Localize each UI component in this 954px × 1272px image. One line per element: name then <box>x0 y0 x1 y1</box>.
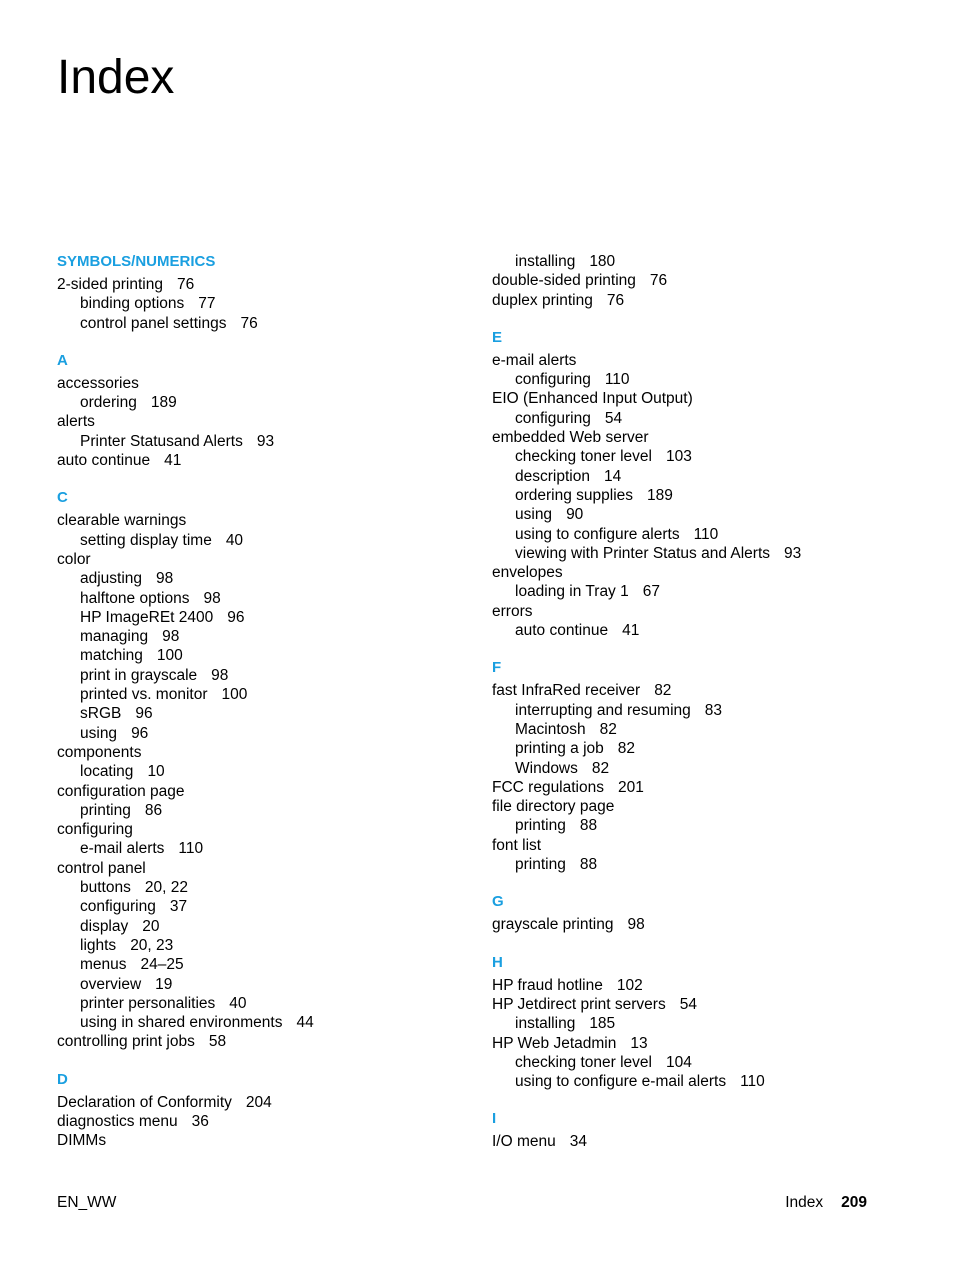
index-subentry <box>57 1013 477 1032</box>
footer-edition: EN_WW <box>57 1194 117 1211</box>
entry-page-ref: 76 <box>176 276 195 293</box>
entry-term: managing <box>80 628 149 646</box>
entry-page-ref: 98 <box>156 570 174 588</box>
index-subentry <box>57 294 477 313</box>
entry-term: printer personalities <box>80 994 216 1012</box>
index-section <box>492 328 912 640</box>
index-subentry <box>57 666 477 685</box>
entry-term: locating <box>80 763 134 781</box>
index-subentry <box>57 569 477 588</box>
entry-term: diagnostics menu <box>57 1112 178 1130</box>
entry-page-ref: 189 <box>150 394 177 412</box>
entry-term: setting display time <box>80 531 212 549</box>
index-subentry <box>492 582 912 601</box>
entry-term: halftone options <box>80 589 190 607</box>
entry-term: duplex printing <box>492 291 593 309</box>
index-entry <box>492 389 912 408</box>
index-entry <box>57 550 477 569</box>
entry-term: errors <box>492 602 533 620</box>
entry-term: ordering supplies <box>515 486 634 504</box>
index-column-left <box>57 252 477 1169</box>
index-subentry <box>492 409 912 428</box>
index-section <box>57 488 477 1051</box>
section-heading: SYMBOLS/NUMERICS <box>57 253 216 270</box>
index-subentry <box>57 897 477 916</box>
index-subentry <box>57 704 477 723</box>
entry-page-ref: 14 <box>603 467 622 485</box>
entry-page-ref: 185 <box>589 1015 616 1033</box>
index-entry <box>492 797 912 816</box>
entry-term: installing <box>515 253 576 270</box>
entry-term: using to configure alerts <box>515 525 680 543</box>
index-subentry <box>57 975 477 994</box>
footer-section: Index <box>785 1194 824 1211</box>
entry-page-ref: 86 <box>144 801 163 819</box>
entry-page-ref: 58 <box>208 1033 227 1051</box>
footer-page-number: 209 <box>841 1194 867 1211</box>
entry-page-ref: 110 <box>740 1073 765 1091</box>
entry-page-ref: 54 <box>679 995 697 1013</box>
entry-page-ref: 10 <box>147 763 165 781</box>
index-entry <box>492 271 912 290</box>
entry-term: lights <box>80 936 117 954</box>
index-entry <box>57 820 477 839</box>
entry-term: checking toner level <box>515 1053 652 1071</box>
entry-page-ref: 82 <box>591 759 610 777</box>
index-entry <box>57 451 477 470</box>
entry-term: fast InfraRed receiver <box>492 682 641 700</box>
entry-term: 2-sided printing <box>57 276 163 293</box>
entry-page-ref: 82 <box>599 720 617 738</box>
index-entry <box>492 291 912 310</box>
entry-term: binding options <box>80 295 185 313</box>
index-section <box>492 892 912 934</box>
index-section <box>57 252 477 333</box>
section-heading: F <box>492 659 502 677</box>
entry-page-ref: 82 <box>654 682 672 700</box>
entry-page-ref: 201 <box>618 778 644 796</box>
entry-term: components <box>57 743 142 761</box>
entry-page-ref: 98 <box>627 916 645 934</box>
index-subentry <box>492 505 912 524</box>
entry-page-ref: 77 <box>198 295 216 313</box>
entry-term: control panel <box>57 859 146 877</box>
entry-term: HP ImageREt 2400 <box>80 608 214 626</box>
index-subentry <box>492 739 912 758</box>
section-heading: H <box>492 953 503 971</box>
entry-page-ref: 110 <box>178 840 204 858</box>
index-subentry <box>57 646 477 665</box>
index-entry <box>492 351 912 370</box>
entry-page-ref: 96 <box>227 608 245 626</box>
index-subentry <box>492 1072 912 1091</box>
entry-page-ref: 76 <box>649 272 668 290</box>
entry-page-ref: 189 <box>647 486 673 504</box>
entry-page-ref: 110 <box>693 525 719 543</box>
entry-term: configuration page <box>57 782 185 800</box>
entry-term: HP fraud hotline <box>492 976 603 994</box>
entry-page-ref: 93 <box>784 544 802 562</box>
entry-term: print in grayscale <box>80 666 198 684</box>
section-heading: E <box>492 328 503 346</box>
section-heading: A <box>57 351 68 369</box>
index-subentry <box>492 525 912 544</box>
entry-term: font list <box>492 836 542 854</box>
entry-term: grayscale printing <box>492 916 614 934</box>
index-entry <box>492 995 912 1014</box>
entry-page-ref: 93 <box>256 432 275 450</box>
index-entry <box>57 743 477 762</box>
entry-term: configuring <box>57 821 133 839</box>
entry-term: checking toner level <box>515 448 652 466</box>
index-section <box>57 351 477 470</box>
entry-term: accessories <box>57 374 139 392</box>
entry-term: buttons <box>80 879 131 897</box>
entry-term: configuring <box>515 409 591 427</box>
entry-page-ref: 41 <box>164 452 182 470</box>
entry-page-ref: 13 <box>630 1034 648 1052</box>
entry-term: HP Jetdirect print servers <box>492 995 666 1013</box>
entry-term: Declaration of Conformity <box>57 1093 232 1111</box>
entry-term: auto continue <box>515 622 609 640</box>
section-heading: G <box>492 893 504 911</box>
index-entry <box>492 563 912 582</box>
entry-term: I/O menu <box>492 1133 556 1151</box>
index-subentry <box>57 627 477 646</box>
entry-term: clearable warnings <box>57 512 187 530</box>
index-entry <box>57 275 477 294</box>
entry-page-ref: 204 <box>245 1093 272 1111</box>
index-subentry <box>57 393 477 412</box>
index-section <box>492 252 912 310</box>
entry-term: envelopes <box>492 564 563 582</box>
page-title: Index <box>57 51 175 104</box>
entry-term: matching <box>80 647 143 665</box>
entry-page-ref: 96 <box>131 724 149 742</box>
index-subentry <box>57 432 477 451</box>
entry-term: controlling print jobs <box>57 1033 195 1051</box>
index-subentry <box>492 816 912 835</box>
entry-page-ref: 20 <box>142 917 160 935</box>
section-heading: I <box>492 1110 497 1128</box>
section-heading: D <box>57 1070 68 1088</box>
entry-term: embedded Web server <box>492 429 649 447</box>
index-entry <box>57 1093 477 1112</box>
entry-term: display <box>80 917 129 935</box>
index-subentry <box>492 544 912 563</box>
entry-term: Macintosh <box>515 720 586 738</box>
entry-term: printing <box>80 801 131 819</box>
entry-page-ref: 98 <box>211 666 229 684</box>
index-subentry <box>57 801 477 820</box>
entry-term: overview <box>80 975 142 993</box>
index-subentry <box>57 608 477 627</box>
entry-page-ref: 88 <box>579 817 598 835</box>
entry-term: ordering <box>80 394 137 412</box>
index-subentry <box>57 531 477 550</box>
index-entry <box>57 374 477 393</box>
entry-page-ref: 19 <box>155 975 173 993</box>
entry-page-ref: 102 <box>616 976 643 994</box>
index-entry <box>57 859 477 878</box>
entry-page-ref: 44 <box>296 1014 314 1032</box>
index-subentry <box>57 724 477 743</box>
entry-term: auto continue <box>57 452 151 470</box>
entry-term: installing <box>515 1015 576 1033</box>
entry-term: adjusting <box>80 570 143 588</box>
entry-term: configuring <box>80 898 156 916</box>
index-subentry <box>492 467 912 486</box>
entry-page-ref: 82 <box>617 740 636 758</box>
entry-page-ref: 20, 23 <box>130 936 174 954</box>
entry-term: FCC regulations <box>492 778 604 796</box>
entry-page-ref: 37 <box>169 898 188 916</box>
entry-term: double-sided printing <box>492 272 636 290</box>
index-entry <box>492 1034 912 1053</box>
entry-term: Printer Statusand Alerts <box>80 432 243 450</box>
index-entry <box>492 1132 912 1151</box>
index-entry <box>492 681 912 700</box>
index-subentry <box>492 486 912 505</box>
index-subentry <box>57 878 477 897</box>
section-heading: C <box>57 489 68 507</box>
entry-term: HP Web Jetadmin <box>492 1034 617 1052</box>
entry-term: printing <box>515 817 566 835</box>
index-subentry <box>492 701 912 720</box>
index-subentry <box>57 917 477 936</box>
index-entry <box>57 1131 477 1150</box>
entry-page-ref: 40 <box>225 531 244 549</box>
entry-term: alerts <box>57 413 95 431</box>
index-entry <box>492 915 912 934</box>
entry-page-ref: 180 <box>589 253 616 270</box>
entry-page-ref: 40 <box>229 994 247 1012</box>
index-subentry <box>492 1014 912 1033</box>
index-section <box>492 953 912 1092</box>
entry-page-ref: 90 <box>566 506 584 524</box>
entry-page-ref: 41 <box>622 622 640 640</box>
index-subentry <box>57 314 477 333</box>
entry-page-ref: 67 <box>642 583 660 601</box>
entry-term: menus <box>80 956 127 974</box>
entry-page-ref: 100 <box>156 647 183 665</box>
index-entry <box>492 976 912 995</box>
entry-page-ref: 54 <box>604 409 623 427</box>
index-subentry <box>57 685 477 704</box>
entry-page-ref: 100 <box>221 686 248 704</box>
entry-page-ref: 76 <box>240 314 258 332</box>
entry-term: printed vs. monitor <box>80 686 208 704</box>
entry-term: using to configure e-mail alerts <box>515 1073 727 1091</box>
index-entry <box>57 1032 477 1051</box>
index-section <box>492 658 912 874</box>
entry-term: loading in Tray 1 <box>515 583 629 601</box>
index-subentry <box>57 589 477 608</box>
entry-term: interrupting and resuming <box>515 701 691 719</box>
index-subentry <box>57 762 477 781</box>
entry-page-ref: 36 <box>191 1112 209 1130</box>
index-subentry <box>492 855 912 874</box>
index-subentry <box>492 252 912 271</box>
entry-term: DIMMs <box>57 1132 107 1150</box>
index-section <box>57 1070 477 1151</box>
index-subentry <box>57 955 477 974</box>
entry-term: printing <box>515 856 566 874</box>
index-entry <box>57 782 477 801</box>
index-subentry <box>492 621 912 640</box>
index-section <box>492 1109 912 1151</box>
index-entry <box>492 778 912 797</box>
index-subentry <box>492 1053 912 1072</box>
entry-term: control panel settings <box>80 314 227 332</box>
index-entry <box>57 412 477 431</box>
entry-page-ref: 96 <box>135 705 153 723</box>
entry-term: Windows <box>515 759 578 777</box>
entry-page-ref: 110 <box>604 371 630 389</box>
index-entry <box>492 602 912 621</box>
entry-term: file directory page <box>492 798 615 816</box>
entry-term: EIO (Enhanced Input Output) <box>492 390 693 408</box>
entry-term: e-mail alerts <box>492 351 577 369</box>
entry-page-ref: 34 <box>569 1133 587 1151</box>
entry-term: printing a job <box>515 740 604 758</box>
index-subentry <box>492 370 912 389</box>
entry-term: using in shared environments <box>80 1014 283 1032</box>
footer-page <box>785 1194 867 1212</box>
entry-page-ref: 104 <box>666 1053 692 1071</box>
index-entry <box>57 511 477 530</box>
index-entry <box>492 836 912 855</box>
entry-term: viewing with Printer Status and Alerts <box>515 544 771 562</box>
index-subentry <box>57 994 477 1013</box>
index-entry <box>492 428 912 447</box>
entry-term: e-mail alerts <box>80 840 165 858</box>
entry-page-ref: 20, 22 <box>144 879 188 897</box>
entry-term: description <box>515 467 590 485</box>
entry-page-ref: 103 <box>666 448 692 466</box>
index-entry <box>57 1112 477 1131</box>
index-subentry <box>492 447 912 466</box>
index-subentry <box>57 839 477 858</box>
entry-page-ref: 88 <box>579 856 598 874</box>
index-column-right <box>492 252 912 1170</box>
entry-page-ref: 83 <box>704 701 723 719</box>
entry-term: using <box>515 506 553 524</box>
index-subentry <box>492 759 912 778</box>
entry-page-ref: 98 <box>162 628 180 646</box>
index-subentry <box>57 936 477 955</box>
entry-page-ref: 98 <box>203 589 221 607</box>
entry-page-ref: 24–25 <box>140 956 184 974</box>
entry-term: using <box>80 724 118 742</box>
entry-term: sRGB <box>80 705 122 723</box>
entry-term: configuring <box>515 371 591 389</box>
entry-term: color <box>57 550 91 568</box>
index-subentry <box>492 720 912 739</box>
entry-page-ref: 76 <box>606 291 625 309</box>
